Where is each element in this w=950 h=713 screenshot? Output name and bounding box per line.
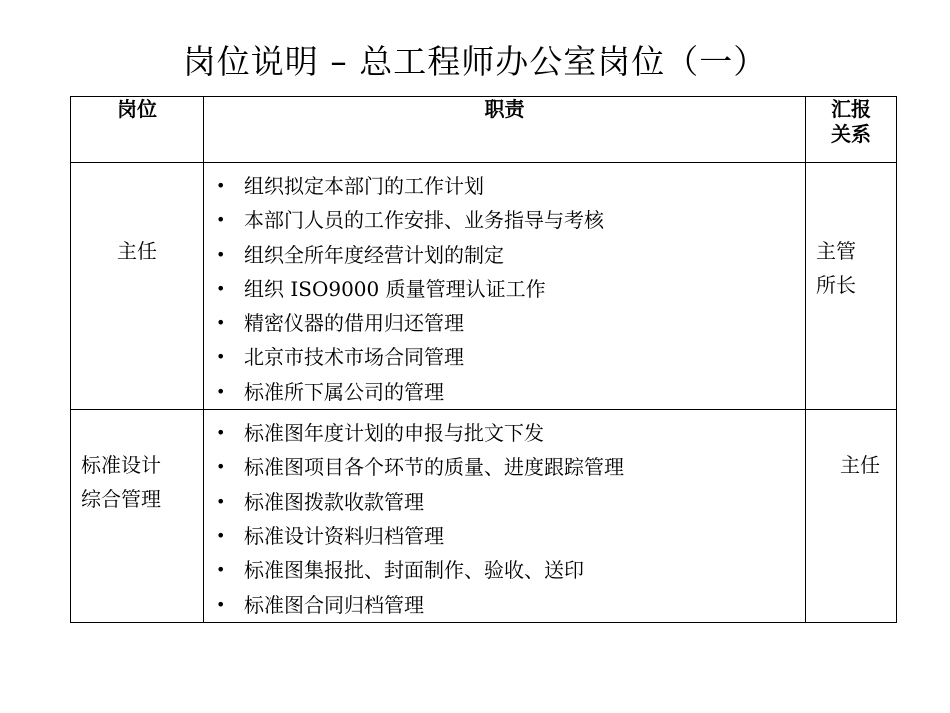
position-name-line1: 标准设计 (81, 453, 161, 478)
duty-list (204, 163, 805, 409)
list-item (204, 553, 805, 587)
bullet-icon: • (216, 381, 226, 401)
duty-text: 标准图项目各个环节的质量、进度跟踪管理 (244, 455, 624, 480)
bullet-icon: • (216, 313, 226, 333)
bullet-icon: • (216, 491, 226, 511)
duty-list (204, 410, 805, 622)
report-cell (806, 410, 897, 623)
list-item (204, 450, 805, 484)
duty-text: 标准图集报批、封面制作、验收、送印 (244, 558, 584, 583)
list-item (204, 203, 805, 237)
list-item (204, 588, 805, 622)
bullet-icon: • (216, 594, 226, 614)
duty-text: 标准所下属公司的管理 (244, 379, 444, 404)
report-cell (806, 163, 897, 410)
report-line1: 主管 (816, 239, 856, 263)
bullet-icon: • (216, 457, 226, 477)
header-report-line1: 汇报 (831, 97, 871, 121)
bullet-icon: • (216, 423, 226, 443)
header-report (806, 97, 897, 163)
list-item (204, 340, 805, 374)
bullet-icon: • (216, 560, 226, 580)
position-name-line2: 综合管理 (81, 487, 161, 512)
header-duties: 职责 (204, 97, 806, 163)
duty-text: 标准图合同归档管理 (244, 592, 424, 617)
duties-cell (204, 163, 806, 410)
table-row (71, 410, 897, 623)
duty-text: 北京市技术市场合同管理 (244, 345, 464, 370)
report-line1: 主任 (840, 453, 880, 478)
bullet-icon: • (216, 347, 226, 367)
list-item (204, 375, 805, 409)
header-position: 岗位 (71, 97, 204, 163)
list-item (204, 272, 805, 306)
list-item (204, 306, 805, 340)
duty-text: 标准图年度计划的申报与批文下发 (244, 421, 544, 446)
bullet-icon: • (216, 210, 226, 230)
report-line2: 所长 (816, 273, 856, 297)
header-report-line2: 关系 (831, 122, 871, 146)
list-item (204, 416, 805, 450)
duty-text: 组织拟定本部门的工作计划 (244, 174, 484, 198)
page-title: 岗位说明 – 总工程师办公室岗位（一） (182, 42, 768, 81)
bullet-icon: • (216, 176, 226, 195)
position-name: 主任 (117, 239, 157, 263)
table-row (71, 163, 897, 410)
duty-text: 组织全所年度经营计划的制定 (244, 242, 504, 267)
bullet-icon: • (216, 278, 226, 298)
bullet-icon: • (216, 244, 226, 264)
bullet-icon: • (216, 525, 226, 545)
list-item (204, 238, 805, 272)
list-item (204, 485, 805, 519)
position-cell (71, 163, 204, 410)
duty-table (70, 96, 897, 623)
table-header-row (71, 97, 897, 163)
duty-text: 标准设计资料归档管理 (244, 523, 444, 548)
duty-text: 本部门人员的工作安排、业务指导与考核 (244, 208, 604, 233)
position-cell (71, 410, 204, 623)
duty-text: 组织 ISO9000 质量管理认证工作 (244, 276, 546, 301)
duties-cell (204, 410, 806, 623)
list-item (204, 519, 805, 553)
duty-text: 精密仪器的借用归还管理 (244, 311, 464, 336)
duty-text: 标准图拨款收款管理 (244, 489, 424, 514)
list-item (204, 169, 805, 203)
